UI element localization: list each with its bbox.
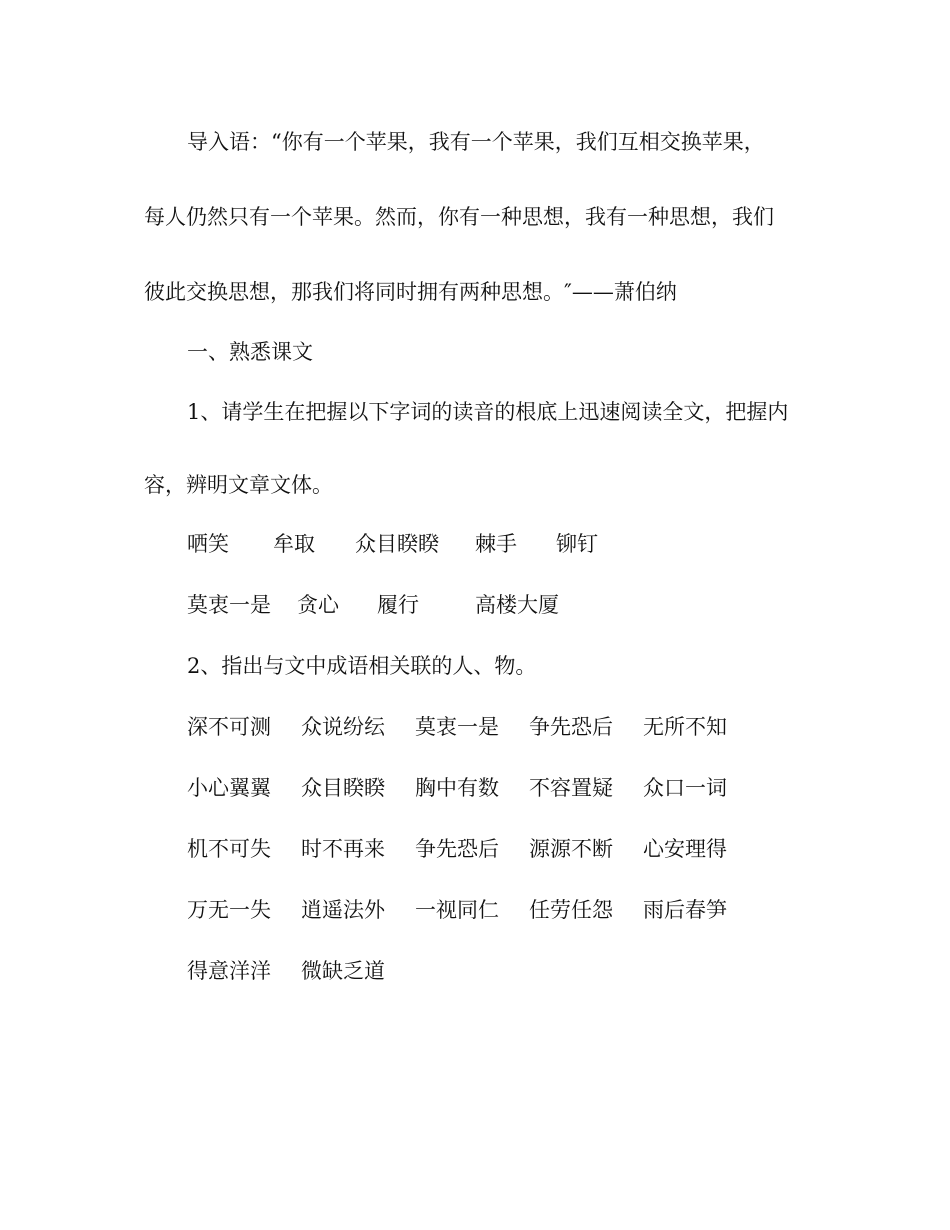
idiom: 小心翼翼 (187, 776, 271, 800)
idiom: 众目睽睽 (301, 776, 385, 800)
idiom: 深不可测 (187, 715, 271, 739)
idiom: 任劳任怨 (529, 898, 613, 922)
task1-line-2: 容，辨明文章文体。 (144, 473, 333, 497)
idiom: 无所不知 (643, 715, 727, 739)
idiom: 争先恐后 (529, 715, 613, 739)
section-heading: 一、熟悉课文 (187, 340, 313, 364)
word: 众目睽睽 (355, 532, 439, 556)
idiom: 争先恐后 (415, 837, 499, 861)
idiom: 莫衷一是 (415, 715, 499, 739)
idiom: 微缺乏道 (301, 959, 385, 983)
idiom: 机不可失 (187, 837, 271, 861)
intro-line-2: 每人仍然只有一个苹果。然而，你有一种思想，我有一种思想，我们 (144, 205, 774, 229)
idiom: 得意洋洋 (187, 959, 271, 983)
word: 铆钉 (556, 532, 598, 556)
idiom: 逍遥法外 (301, 898, 385, 922)
word: 牟取 (273, 532, 315, 556)
idiom: 心安理得 (643, 837, 727, 861)
idiom: 众口一词 (643, 776, 727, 800)
word: 履行 (377, 593, 419, 617)
idiom: 万无一失 (187, 898, 271, 922)
word: 贪心 (297, 593, 339, 617)
word: 莫衷一是 (187, 593, 271, 617)
idiom: 不容置疑 (529, 776, 613, 800)
idiom: 胸中有数 (415, 776, 499, 800)
idiom: 雨后春笋 (643, 898, 727, 922)
task1-line-1: 1、请学生在把握以下字词的读音的根底上迅速阅读全文，把握内 (187, 400, 789, 424)
word: 哂笑 (187, 532, 229, 556)
word: 高楼大厦 (475, 593, 559, 617)
intro-line-3: 彼此交换思想，那我们将同时拥有两种思想。″——萧伯纳 (144, 280, 677, 304)
idiom: 时不再来 (301, 837, 385, 861)
idiom: 众说纷纭 (301, 715, 385, 739)
idiom: 源源不断 (529, 837, 613, 861)
intro-line-1: 导入语：“你有一个苹果，我有一个苹果，我们互相交换苹果， (187, 130, 765, 154)
word: 棘手 (475, 532, 517, 556)
idiom: 一视同仁 (415, 898, 499, 922)
task2-line: 2、指出与文中成语相关联的人、物。 (187, 654, 537, 678)
